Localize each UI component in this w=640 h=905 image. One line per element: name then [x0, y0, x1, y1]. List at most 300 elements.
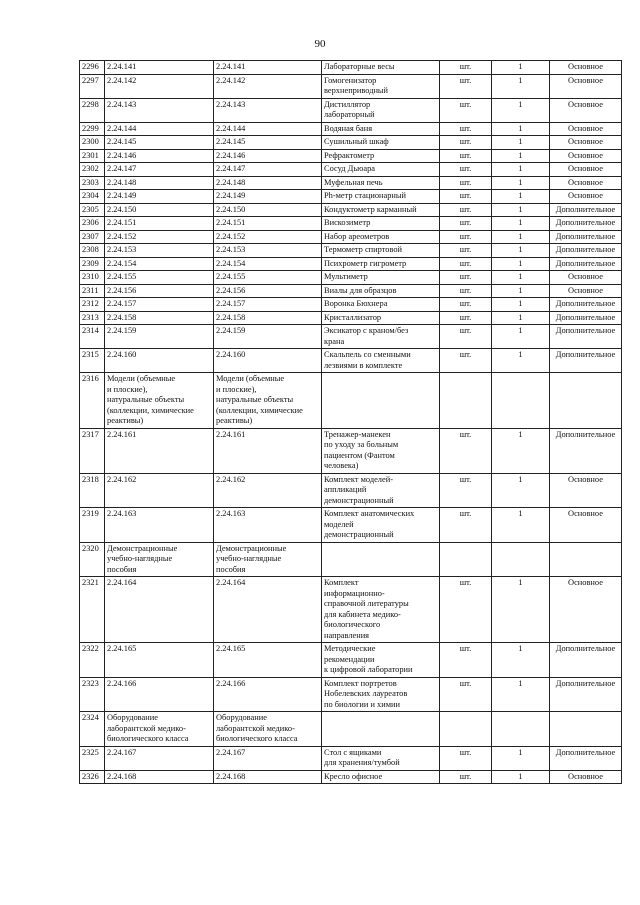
table-row	[80, 542, 622, 577]
table-row	[80, 163, 622, 177]
row-number-cell-text: 2308	[82, 245, 99, 254]
unit-cell	[440, 373, 492, 429]
table-row	[80, 677, 622, 712]
item-name-cell	[322, 508, 440, 543]
row-number-cell-text: 2301	[82, 150, 99, 160]
unit-cell	[440, 542, 492, 577]
table-body	[80, 61, 622, 784]
unit-cell	[440, 577, 492, 643]
item-name-cell-text: Ph-метр стационарный	[324, 191, 407, 200]
item-name-cell	[322, 542, 440, 577]
row-number-cell-text: 2298	[82, 99, 99, 109]
unit-cell	[440, 311, 492, 325]
equipment-type-cell	[550, 74, 622, 98]
quantity-cell-text: 1	[518, 771, 523, 781]
code-cell-text: 2.24.153	[107, 245, 137, 254]
quantity-cell	[492, 271, 550, 285]
code-cell	[105, 712, 214, 747]
equipment-type-cell	[550, 149, 622, 163]
unit-cell-text: шт.	[459, 312, 472, 322]
equipment-type-cell-text: Основное	[568, 285, 603, 295]
equipment-type-cell-text: Дополнительное	[555, 644, 616, 653]
quantity-cell	[492, 325, 550, 349]
equipment-table	[79, 60, 622, 784]
table-row	[80, 325, 622, 349]
row-number-cell-text: 2307	[82, 231, 99, 241]
item-name-cell	[322, 136, 440, 150]
row-number-cell	[80, 122, 105, 136]
quantity-cell	[492, 542, 550, 577]
table-row	[80, 136, 622, 150]
row-number-cell-text: 2304	[82, 191, 99, 200]
code-cell	[105, 428, 214, 473]
equipment-type-cell-text: Основное	[568, 123, 603, 133]
quantity-cell	[492, 244, 550, 258]
row-number-cell	[80, 61, 105, 75]
row-number-cell	[80, 428, 105, 473]
code-cell-2-text: 2.24.157	[216, 299, 246, 308]
row-number-cell	[80, 643, 105, 678]
code-cell-2-text: 2.24.163	[216, 509, 246, 518]
item-name-cell-text: Стол с ящиками для хранения/тумбой	[324, 747, 400, 767]
code-cell-text: 2.24.143	[107, 99, 137, 109]
table-row	[80, 770, 622, 784]
row-number-cell-text: 2306	[82, 218, 99, 227]
code-cell	[105, 244, 214, 258]
code-cell-2-text: 2.24.161	[216, 429, 246, 439]
unit-cell-text: шт.	[459, 204, 472, 214]
item-name-cell	[322, 230, 440, 244]
equipment-type-cell-text: Дополнительное	[555, 231, 616, 241]
row-number-cell	[80, 217, 105, 231]
code-cell-2	[214, 122, 322, 136]
code-cell	[105, 284, 214, 298]
item-name-cell-text: Гомогенизатор верхнеприводный	[324, 75, 389, 95]
code-cell	[105, 373, 214, 429]
unit-cell	[440, 230, 492, 244]
item-name-cell-text: Набор ареометров	[324, 231, 390, 241]
table-row	[80, 74, 622, 98]
code-cell-2	[214, 643, 322, 678]
unit-cell	[440, 712, 492, 747]
code-cell-2-text: 2.24.160	[216, 350, 246, 359]
row-number-cell-text: 2313	[82, 312, 99, 322]
unit-cell	[440, 770, 492, 784]
item-name-cell	[322, 712, 440, 747]
code-cell-2	[214, 98, 322, 122]
code-cell	[105, 61, 214, 75]
equipment-type-cell	[550, 190, 622, 204]
code-cell-text: 2.24.165	[107, 644, 137, 653]
code-cell	[105, 746, 214, 770]
equipment-type-cell	[550, 176, 622, 190]
unit-cell-text: шт.	[459, 150, 472, 160]
code-cell	[105, 176, 214, 190]
table-row	[80, 271, 622, 285]
equipment-type-cell	[550, 643, 622, 678]
unit-cell	[440, 473, 492, 508]
table-row	[80, 284, 622, 298]
row-number-cell-text: 2326	[82, 771, 99, 781]
equipment-type-cell-text: Основное	[568, 771, 603, 781]
code-cell-2	[214, 217, 322, 231]
unit-cell-text: шт.	[459, 123, 472, 133]
quantity-cell	[492, 349, 550, 373]
item-name-cell	[322, 643, 440, 678]
equipment-type-cell	[550, 257, 622, 271]
table-row	[80, 203, 622, 217]
table-row	[80, 349, 622, 373]
equipment-type-cell	[550, 230, 622, 244]
item-name-cell	[322, 244, 440, 258]
row-number-cell-text: 2324	[82, 713, 99, 722]
equipment-type-cell-text: Дополнительное	[555, 258, 616, 268]
unit-cell-text: шт.	[459, 326, 472, 335]
code-cell-text: 2.24.160	[107, 350, 137, 359]
item-name-cell	[322, 217, 440, 231]
item-name-cell	[322, 770, 440, 784]
item-name-cell	[322, 271, 440, 285]
item-name-cell-text: Кондуктометр карманный	[324, 204, 417, 214]
row-number-cell-text: 2310	[82, 272, 99, 281]
unit-cell	[440, 149, 492, 163]
code-cell-2	[214, 508, 322, 543]
quantity-cell	[492, 98, 550, 122]
equipment-type-cell-text: Основное	[568, 272, 603, 281]
code-cell	[105, 136, 214, 150]
table-row	[80, 176, 622, 190]
code-cell-text: 2.24.158	[107, 312, 137, 322]
unit-cell	[440, 61, 492, 75]
unit-cell-text: шт.	[459, 99, 472, 109]
code-cell-2-text: 2.24.158	[216, 312, 246, 322]
code-cell-2-text: Оборудование лаборантской медико- биологического класса	[216, 713, 298, 743]
code-cell-text: 2.24.147	[107, 164, 137, 173]
table-row	[80, 473, 622, 508]
row-number-cell	[80, 149, 105, 163]
row-number-cell	[80, 136, 105, 150]
row-number-cell-text: 2297	[82, 75, 99, 85]
quantity-cell-text: 1	[518, 678, 523, 688]
row-number-cell	[80, 325, 105, 349]
code-cell-2-text: 2.24.142	[216, 75, 246, 85]
item-name-cell-text: Комплект информационно- справочной литературы для кабинета медико- биологического направления	[324, 578, 409, 640]
equipment-type-cell	[550, 577, 622, 643]
code-cell	[105, 677, 214, 712]
equipment-type-cell	[550, 349, 622, 373]
equipment-type-cell	[550, 373, 622, 429]
equipment-type-cell	[550, 298, 622, 312]
code-cell-text: 2.24.164	[107, 578, 137, 587]
row-number-cell-text: 2323	[82, 678, 99, 688]
quantity-cell	[492, 136, 550, 150]
equipment-type-cell-text: Дополнительное	[555, 299, 616, 308]
code-cell	[105, 298, 214, 312]
item-name-cell	[322, 349, 440, 373]
code-cell-2	[214, 203, 322, 217]
item-name-cell-text: Дистиллятор лабораторный	[324, 99, 375, 119]
unit-cell	[440, 136, 492, 150]
equipment-type-cell-text: Дополнительное	[555, 747, 616, 757]
code-cell-2-text: 2.24.143	[216, 99, 246, 109]
quantity-cell	[492, 163, 550, 177]
unit-cell	[440, 428, 492, 473]
code-cell-2-text: 2.24.155	[216, 272, 246, 281]
item-name-cell-text: Термометр спиртовой	[324, 245, 403, 254]
unit-cell	[440, 508, 492, 543]
equipment-type-cell	[550, 284, 622, 298]
code-cell-2	[214, 473, 322, 508]
code-cell-2	[214, 149, 322, 163]
item-name-cell	[322, 325, 440, 349]
code-cell	[105, 203, 214, 217]
row-number-cell-text: 2312	[82, 299, 99, 308]
quantity-cell	[492, 203, 550, 217]
unit-cell-text: шт.	[459, 578, 472, 587]
quantity-cell	[492, 257, 550, 271]
code-cell-text: 2.24.157	[107, 299, 137, 308]
unit-cell	[440, 98, 492, 122]
code-cell-text: Оборудование лаборантской медико- биологического класса	[107, 713, 189, 743]
item-name-cell	[322, 677, 440, 712]
equipment-type-cell	[550, 203, 622, 217]
row-number-cell	[80, 176, 105, 190]
unit-cell-text: шт.	[459, 218, 472, 227]
row-number-cell-text: 2296	[82, 62, 99, 71]
row-number-cell	[80, 577, 105, 643]
code-cell-text: 2.24.149	[107, 191, 137, 200]
quantity-cell-text: 1	[518, 75, 523, 85]
code-cell	[105, 643, 214, 678]
code-cell-2	[214, 244, 322, 258]
unit-cell	[440, 284, 492, 298]
equipment-type-cell	[550, 136, 622, 150]
unit-cell	[440, 643, 492, 678]
quantity-cell	[492, 176, 550, 190]
table-row	[80, 577, 622, 643]
table-row	[80, 643, 622, 678]
quantity-cell	[492, 298, 550, 312]
code-cell-2	[214, 770, 322, 784]
quantity-cell-text: 1	[518, 150, 523, 160]
unit-cell	[440, 257, 492, 271]
quantity-cell	[492, 677, 550, 712]
unit-cell-text: шт.	[459, 644, 472, 653]
unit-cell-text: шт.	[459, 285, 472, 295]
unit-cell-text: шт.	[459, 245, 472, 254]
unit-cell	[440, 349, 492, 373]
item-name-cell-text: Вискозиметр	[324, 218, 371, 227]
code-cell-text: 2.24.154	[107, 258, 137, 268]
quantity-cell	[492, 643, 550, 678]
unit-cell	[440, 325, 492, 349]
equipment-type-cell-text: Основное	[568, 99, 603, 109]
code-cell	[105, 770, 214, 784]
item-name-cell	[322, 190, 440, 204]
row-number-cell-text: 2321	[82, 578, 99, 587]
item-name-cell-text: Воронка Бюхнера	[324, 299, 388, 308]
equipment-type-cell	[550, 271, 622, 285]
item-name-cell-text: Водяная баня	[324, 123, 373, 133]
code-cell-2	[214, 74, 322, 98]
equipment-type-cell	[550, 508, 622, 543]
code-cell-2-text: 2.24.166	[216, 678, 246, 688]
item-name-cell-text: Психрометр гигрометр	[324, 258, 407, 268]
row-number-cell-text: 2315	[82, 350, 99, 359]
item-name-cell-text: Сосуд Дьюара	[324, 164, 376, 173]
code-cell	[105, 149, 214, 163]
code-cell-2	[214, 577, 322, 643]
code-cell	[105, 74, 214, 98]
code-cell	[105, 311, 214, 325]
unit-cell-text: шт.	[459, 678, 472, 688]
unit-cell	[440, 74, 492, 98]
quantity-cell	[492, 508, 550, 543]
code-cell-2	[214, 61, 322, 75]
quantity-cell-text: 1	[518, 245, 523, 254]
code-cell-2	[214, 257, 322, 271]
row-number-cell	[80, 244, 105, 258]
unit-cell-text: шт.	[459, 771, 472, 781]
row-number-cell	[80, 349, 105, 373]
unit-cell	[440, 677, 492, 712]
row-number-cell	[80, 677, 105, 712]
code-cell-2-text: 2.24.168	[216, 771, 246, 781]
quantity-cell-text: 1	[518, 326, 523, 335]
row-number-cell	[80, 190, 105, 204]
table-row	[80, 311, 622, 325]
code-cell-text: 2.24.144	[107, 123, 137, 133]
code-cell-2-text: 2.24.148	[216, 177, 246, 187]
row-number-cell-text: 2314	[82, 326, 99, 335]
code-cell-2	[214, 677, 322, 712]
unit-cell-text: шт.	[459, 429, 472, 439]
code-cell	[105, 163, 214, 177]
equipment-type-cell	[550, 311, 622, 325]
equipment-type-cell	[550, 163, 622, 177]
code-cell	[105, 508, 214, 543]
item-name-cell	[322, 311, 440, 325]
code-cell	[105, 217, 214, 231]
code-cell-2-text: Модели (объемные и плоские), натуральные объекты (коллекции, химические реактивы)	[216, 374, 303, 425]
unit-cell-text: шт.	[459, 62, 472, 71]
row-number-cell	[80, 257, 105, 271]
row-number-cell-text: 2316	[82, 374, 99, 383]
unit-cell-text: шт.	[459, 474, 472, 484]
item-name-cell	[322, 428, 440, 473]
item-name-cell	[322, 98, 440, 122]
quantity-cell-text: 1	[518, 164, 523, 173]
equipment-type-cell-text: Дополнительное	[555, 245, 616, 254]
code-cell-2	[214, 284, 322, 298]
code-cell-2	[214, 298, 322, 312]
quantity-cell-text: 1	[518, 123, 523, 133]
item-name-cell-text: Рефрактометр	[324, 150, 375, 160]
quantity-cell	[492, 230, 550, 244]
row-number-cell	[80, 284, 105, 298]
table-row	[80, 712, 622, 747]
quantity-cell	[492, 428, 550, 473]
table-row	[80, 298, 622, 312]
item-name-cell-text: Сушильный шкаф	[324, 137, 389, 146]
code-cell-2-text: 2.24.145	[216, 137, 246, 146]
code-cell-text: Модели (объемные и плоские), натуральные объекты (коллекции, химические реактивы)	[107, 374, 194, 425]
equipment-type-cell-text: Дополнительное	[555, 204, 616, 214]
table-row	[80, 190, 622, 204]
equipment-type-cell-text: Основное	[568, 191, 603, 200]
code-cell-text: 2.24.156	[107, 285, 137, 295]
row-number-cell	[80, 770, 105, 784]
equipment-type-cell-text: Дополнительное	[555, 678, 616, 688]
code-cell-2	[214, 136, 322, 150]
code-cell-2	[214, 271, 322, 285]
quantity-cell	[492, 473, 550, 508]
unit-cell	[440, 271, 492, 285]
row-number-cell	[80, 542, 105, 577]
quantity-cell	[492, 190, 550, 204]
unit-cell-text: шт.	[459, 191, 472, 200]
code-cell	[105, 271, 214, 285]
quantity-cell	[492, 217, 550, 231]
code-cell-text: 2.24.152	[107, 231, 137, 241]
quantity-cell-text: 1	[518, 204, 523, 214]
equipment-type-cell-text: Основное	[568, 177, 603, 187]
row-number-cell-text: 2311	[82, 285, 99, 295]
item-name-cell	[322, 284, 440, 298]
quantity-cell	[492, 122, 550, 136]
code-cell-2	[214, 190, 322, 204]
item-name-cell	[322, 257, 440, 271]
code-cell-text: 2.24.141	[107, 62, 137, 71]
equipment-type-cell	[550, 677, 622, 712]
code-cell-2-text: 2.24.164	[216, 578, 246, 587]
row-number-cell-text: 2325	[82, 747, 99, 757]
table-row	[80, 149, 622, 163]
row-number-cell	[80, 373, 105, 429]
quantity-cell-text: 1	[518, 218, 523, 227]
code-cell-2-text: 2.24.151	[216, 218, 246, 227]
code-cell-text: 2.24.166	[107, 678, 137, 688]
code-cell-text: 2.24.142	[107, 75, 137, 85]
unit-cell	[440, 746, 492, 770]
unit-cell	[440, 163, 492, 177]
row-number-cell-text: 2299	[82, 123, 99, 133]
unit-cell	[440, 176, 492, 190]
code-cell-2	[214, 176, 322, 190]
item-name-cell	[322, 298, 440, 312]
quantity-cell	[492, 284, 550, 298]
code-cell-text: 2.24.148	[107, 177, 137, 187]
code-cell-2-text: 2.24.165	[216, 644, 246, 653]
code-cell-2	[214, 746, 322, 770]
equipment-type-cell	[550, 217, 622, 231]
code-cell-text: 2.24.167	[107, 747, 137, 757]
item-name-cell-text: Виалы для образцов	[324, 285, 397, 295]
code-cell-text: 2.24.151	[107, 218, 137, 227]
row-number-cell	[80, 203, 105, 217]
code-cell-text: 2.24.168	[107, 771, 137, 781]
item-name-cell-text: Методические рекомендации к цифровой лаборатории	[324, 644, 413, 674]
quantity-cell-text: 1	[518, 258, 523, 268]
item-name-cell-text: Лабораторные весы	[324, 62, 395, 71]
code-cell-2-text: 2.24.144	[216, 123, 246, 133]
unit-cell-text: шт.	[459, 177, 472, 187]
table-row	[80, 257, 622, 271]
unit-cell-text: шт.	[459, 350, 472, 359]
row-number-cell-text: 2303	[82, 177, 99, 187]
page-number: 90	[314, 38, 326, 50]
equipment-type-cell-text: Основное	[568, 474, 603, 484]
